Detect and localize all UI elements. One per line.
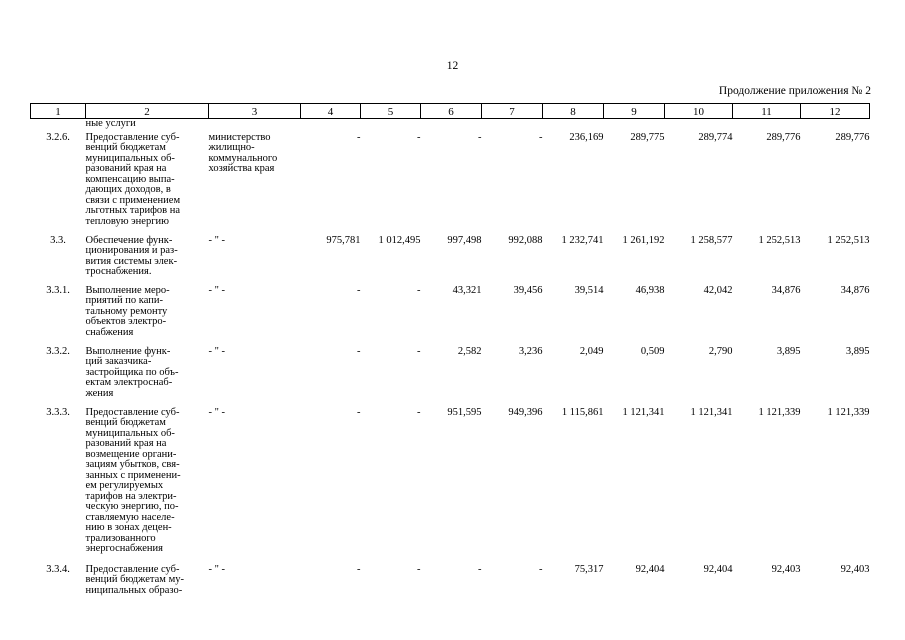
item-executor-line: хозяйства края <box>208 163 275 174</box>
item-executor <box>209 133 301 236</box>
value-cell: 92,404 <box>635 563 665 575</box>
value-cell: - <box>417 131 421 143</box>
value-cell: - <box>417 345 421 357</box>
value-cell: - <box>357 284 361 296</box>
value-cell: 951,595 <box>447 406 482 418</box>
table-row <box>31 408 870 565</box>
value-cell: - <box>417 406 421 418</box>
value-cell: 34,876 <box>771 284 801 296</box>
item-executor-line: - " - <box>208 406 226 418</box>
value-cell: - <box>417 284 421 296</box>
item-name-line: ческую энергию, по- <box>85 501 179 512</box>
header-cell: 8 <box>543 104 604 119</box>
item-name-line: снабжения <box>85 326 134 338</box>
header-cell: 6 <box>421 104 482 119</box>
header-cell: 9 <box>604 104 665 119</box>
value-cell <box>482 119 543 133</box>
item-name-line: ционирования и раз- <box>85 245 178 256</box>
item-name <box>86 408 209 565</box>
item-name-line: ций заказчика- <box>85 356 152 367</box>
value-cell: 975,781 <box>326 234 361 246</box>
item-name-line: Предоставление суб- <box>85 563 180 575</box>
item-name-line: компенсацию выпа- <box>85 173 175 185</box>
table-row <box>31 286 870 347</box>
item-name-line: Предоставление суб- <box>85 406 180 418</box>
item-name-line: Выполнение функ- <box>85 345 171 357</box>
item-executor-line: - " - <box>208 345 226 357</box>
value-cell <box>604 119 665 133</box>
item-code: 3.3.1. <box>46 284 70 296</box>
value-cell: 43,321 <box>452 284 482 296</box>
value-cell <box>801 119 870 133</box>
value-cell: 92,403 <box>840 563 870 575</box>
item-name-line: объектов электро- <box>85 316 167 327</box>
value-cell: - <box>478 131 482 143</box>
value-cell <box>301 119 361 133</box>
value-cell <box>543 119 604 133</box>
item-name-line: жения <box>85 387 114 399</box>
value-cell: 42,042 <box>703 284 733 296</box>
item-name-line: Выполнение меро- <box>85 284 170 296</box>
program-table <box>30 103 870 615</box>
item-name-line: ставляемую населе- <box>85 511 175 523</box>
table-row <box>31 133 870 236</box>
header-cell: 12 <box>801 104 870 119</box>
item-executor <box>209 286 301 347</box>
item-name <box>86 565 209 615</box>
item-name-line: троснабжения. <box>85 266 152 277</box>
item-code: 3.3.3. <box>46 406 70 418</box>
value-cell <box>733 119 801 133</box>
item-name-line: ем регулируемых <box>85 480 164 491</box>
item-name-line: энергоснабжения <box>85 543 163 554</box>
value-cell: 289,776 <box>766 131 801 143</box>
value-cell: 34,876 <box>840 284 870 296</box>
item-name-line: ниципальных образо- <box>85 584 183 596</box>
value-cell: 1 258,577 <box>690 234 733 246</box>
value-cell: 1 121,339 <box>758 406 801 418</box>
item-name-line: ные услуги <box>85 118 136 129</box>
item-name-line: трализованного <box>85 532 156 544</box>
item-name-line: венций бюджетам му- <box>85 574 184 585</box>
value-cell: 1 121,341 <box>690 406 733 418</box>
value-cell: 289,776 <box>835 131 870 143</box>
value-cell: 2,582 <box>457 345 482 357</box>
item-name-line: муниципальных об- <box>85 152 175 164</box>
value-cell: 1 252,513 <box>758 234 801 246</box>
value-cell: 3,895 <box>845 345 870 357</box>
appendix-continuation-note: Продолжение приложения № 2 <box>718 85 871 97</box>
value-cell: 3,895 <box>776 345 801 357</box>
item-name-line: связи с применением <box>85 194 181 206</box>
item-name-line: льготных тарифов на <box>85 205 180 216</box>
value-cell: 997,498 <box>447 234 482 246</box>
value-cell: - <box>539 563 543 575</box>
item-name <box>86 119 209 133</box>
item-code <box>31 119 86 133</box>
value-cell: 1 012,495 <box>378 234 421 246</box>
item-name-line: муниципальных об- <box>85 427 175 439</box>
item-name <box>86 347 209 408</box>
value-cell: - <box>539 131 543 143</box>
value-cell: 46,938 <box>635 284 665 296</box>
item-name-line: тальному ремонту <box>85 305 168 317</box>
value-cell: 3,236 <box>518 345 543 357</box>
value-cell: 289,774 <box>698 131 733 143</box>
item-name-line: Обеспечение функ- <box>85 234 173 246</box>
item-executor-line: жилищно- <box>208 142 255 153</box>
item-executor <box>209 408 301 565</box>
value-cell: - <box>357 345 361 357</box>
value-cell: 1 121,339 <box>827 406 870 418</box>
table-row <box>31 236 870 286</box>
item-executor-line: - " - <box>208 563 226 575</box>
value-cell: 39,456 <box>513 284 543 296</box>
table-row <box>31 347 870 408</box>
item-executor <box>209 236 301 286</box>
item-name-line: застройщика по объ- <box>85 366 179 378</box>
item-name <box>86 286 209 347</box>
item-name-line: вития системы элек- <box>85 255 178 267</box>
value-cell: - <box>357 563 361 575</box>
item-code: 3.3.2. <box>46 345 70 357</box>
item-executor <box>209 347 301 408</box>
header-cell: 3 <box>209 104 301 119</box>
item-name-line: возмещение органи- <box>85 448 177 460</box>
table-row <box>31 565 870 615</box>
value-cell: 92,404 <box>703 563 733 575</box>
value-cell: 1 252,513 <box>827 234 870 246</box>
header-cell: 1 <box>31 104 86 119</box>
item-name-line: зациям убытков, свя- <box>85 459 180 470</box>
header-cell: 2 <box>86 104 209 119</box>
item-name-line: приятий по капи- <box>85 295 163 306</box>
item-code: 3.3.4. <box>46 563 70 575</box>
item-executor <box>209 119 301 133</box>
value-cell: 1 261,192 <box>622 234 665 246</box>
page-number: 12 <box>446 60 459 72</box>
value-cell: - <box>478 563 482 575</box>
item-executor-line: - " - <box>208 234 226 246</box>
value-cell: 2,790 <box>708 345 733 357</box>
item-executor-line: - " - <box>208 284 226 296</box>
value-cell: - <box>417 563 421 575</box>
item-name <box>86 236 209 286</box>
value-cell: 289,775 <box>630 131 665 143</box>
item-name-line: тепловую энергию <box>85 215 169 227</box>
item-name-line: разований края на <box>85 438 167 449</box>
header-cell: 11 <box>733 104 801 119</box>
item-name-line: дающих доходов, в <box>85 184 171 195</box>
item-name-line: разований края на <box>85 163 167 174</box>
item-executor-line: министерство <box>208 131 271 143</box>
value-cell: 1 115,861 <box>561 406 604 418</box>
item-name-line: Предоставление суб- <box>85 131 180 143</box>
value-cell <box>665 119 733 133</box>
value-cell: 75,317 <box>574 563 604 575</box>
value-cell: - <box>357 406 361 418</box>
item-name-line: тарифов на электри- <box>85 490 177 502</box>
value-cell: - <box>357 131 361 143</box>
item-code: 3.3. <box>50 234 66 246</box>
header-cell: 5 <box>361 104 421 119</box>
value-cell: 1 232,741 <box>561 234 604 246</box>
value-cell <box>361 119 421 133</box>
item-name-line: венций бюджетам <box>85 417 166 428</box>
value-cell: 992,088 <box>508 234 543 246</box>
item-name <box>86 133 209 236</box>
item-code: 3.2.6. <box>46 131 70 143</box>
value-cell: 39,514 <box>574 284 604 296</box>
header-cell: 7 <box>482 104 543 119</box>
header-cell: 10 <box>665 104 733 119</box>
item-name-line: ектам электроснаб- <box>85 377 173 388</box>
item-executor-line: коммунального <box>208 152 278 164</box>
item-executor <box>209 565 301 615</box>
item-name-line: венций бюджетам <box>85 142 166 153</box>
header-cell: 4 <box>301 104 361 119</box>
table-header-row <box>31 104 870 119</box>
value-cell: 236,169 <box>569 131 604 143</box>
value-cell: 92,403 <box>771 563 801 575</box>
value-cell: 1 121,341 <box>622 406 665 418</box>
value-cell: 2,049 <box>579 345 604 357</box>
value-cell <box>421 119 482 133</box>
item-name-line: занных с применени- <box>85 469 181 481</box>
value-cell: 949,396 <box>508 406 543 418</box>
value-cell: 0,509 <box>640 345 665 357</box>
table-row <box>31 119 870 133</box>
item-name-line: нию в зонах децен- <box>85 522 172 533</box>
